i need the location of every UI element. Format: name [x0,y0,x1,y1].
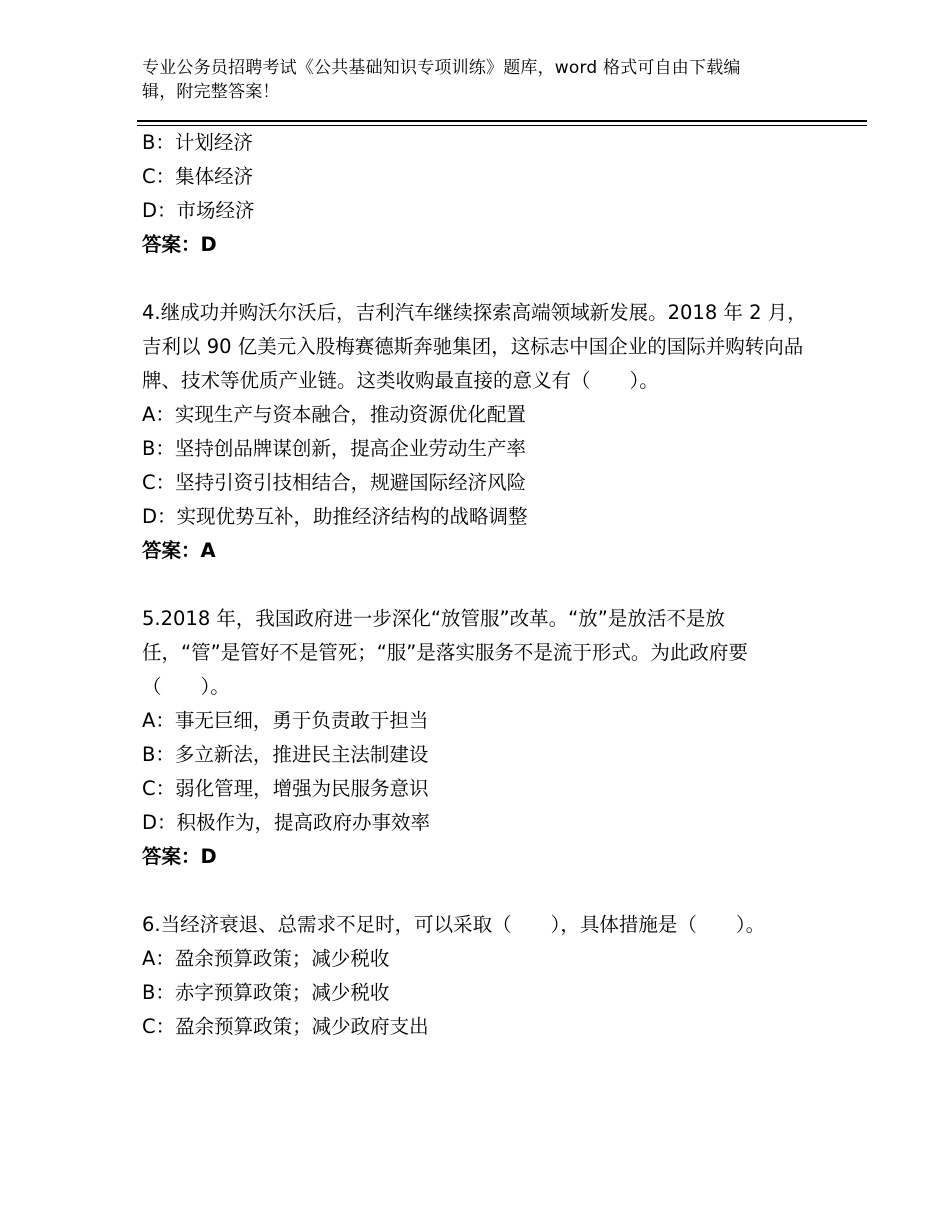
carryover-question [142,126,807,262]
answer-label: 答案：A [142,539,216,562]
answer-label: 答案：D [142,233,217,256]
option-a: A：盈余预算政策；减少税收 [142,947,390,970]
question-6 [142,908,807,1044]
option-d: D：市场经济 [142,199,255,222]
question-4 [142,296,807,568]
option-b: B：多立新法，推进民主法制建设 [142,743,429,766]
question-stem: 4.继成功并购沃尔沃后，吉利汽车继续探索高端领域新发展。2018 年 2 月，吉利以 90 亿美元入股梅赛德斯奔驰集团，这标志中国企业的国际并购转向品牌、技术等优质产业链。这类收购最直接的意义有（ ）。 [142,301,807,392]
option-b: B：坚持创品牌谋创新，提高企业劳动生产率 [142,437,526,460]
option-b: B：赤字预算政策；减少税收 [142,981,390,1004]
document-header: 专业公务员招聘考试《公共基础知识专项训练》题库，word 格式可自由下载编 辑，附完整答案！ [142,58,741,102]
option-a: A：事无巨细，勇于负责敢于担当 [142,709,429,732]
question-stem: 5.2018 年，我国政府进一步深化“放管服”改革。“放”是放活不是放任，“管”是管好不是管死；“服”是落实服务不是流于形式。为此政府要（ ）。 [142,607,748,698]
question-5 [142,602,807,874]
option-c: C：弱化管理，增强为民服务意识 [142,777,429,800]
option-a: A：实现生产与资本融合，推动资源优化配置 [142,403,526,426]
option-c: C：集体经济 [142,165,254,188]
option-c: C：坚持引资引技相结合，规避国际经济风险 [142,471,527,494]
option-b: B：计划经济 [142,131,253,154]
option-d: D：积极作为，提高政府办事效率 [142,811,431,834]
header-rule-thick [137,120,867,122]
option-c: C：盈余预算政策；减少政府支出 [142,1015,429,1038]
option-d: D：实现优势互补，助推经济结构的战略调整 [142,505,528,528]
question-content [142,126,807,1044]
answer-label: 答案：D [142,845,217,868]
question-stem: 6.当经济衰退、总需求不足时，可以采取（ ），具体措施是（ ）。 [142,913,766,936]
